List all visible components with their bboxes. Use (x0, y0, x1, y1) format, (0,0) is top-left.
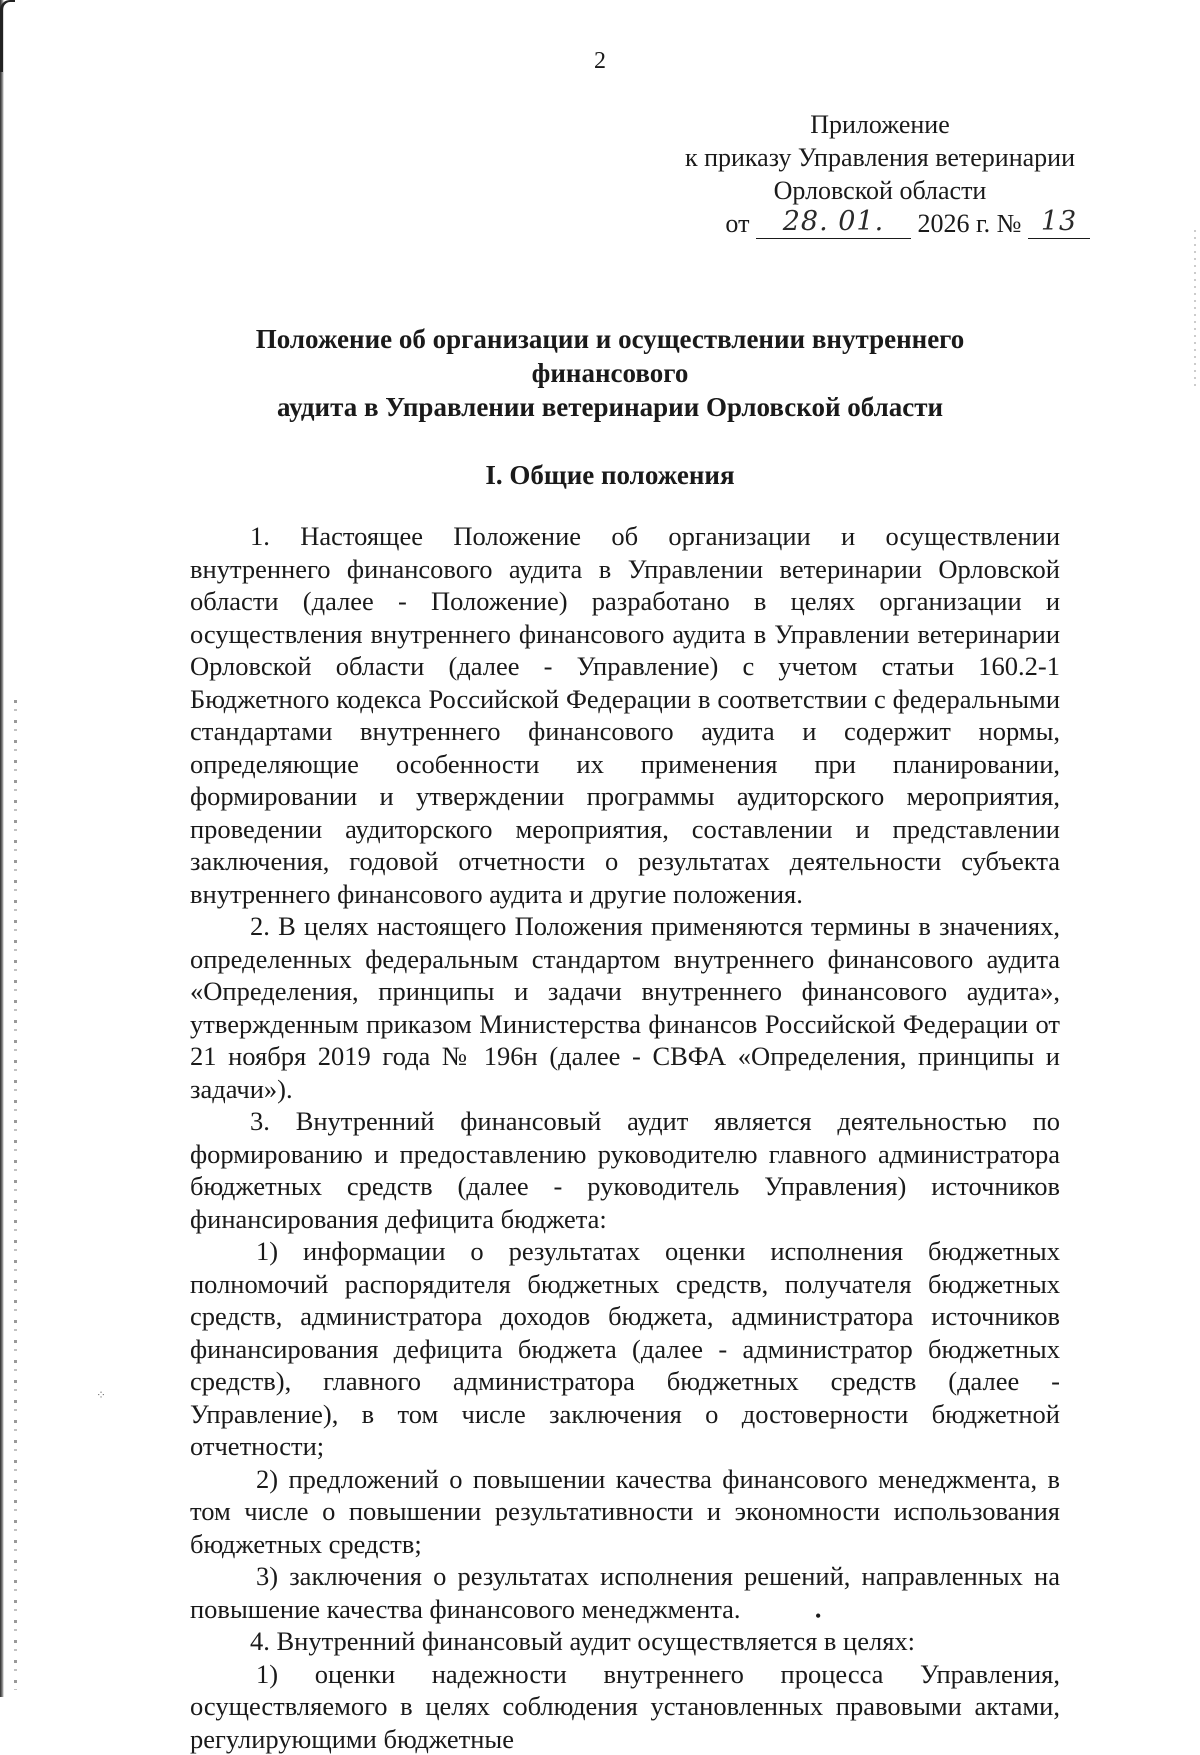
appendix-date-line (660, 207, 1100, 241)
body-text (190, 520, 1060, 1755)
paragraph-3-item-3: 3) заключения о результатах исполнения решений, направленных на повышение качества финансового менеджмента. (190, 1560, 1060, 1625)
year-text: 2026 г. № (917, 209, 1021, 238)
scan-edge (0, 0, 4, 1697)
date-prefix: от (725, 209, 749, 238)
scan-dot-mark: • (815, 1606, 821, 1627)
title-line-1: Положение об организации и осуществлении внутреннего финансового (190, 322, 1030, 390)
paragraph-4: 4. Внутренний финансовый аудит осуществляется в целях: (190, 1625, 1060, 1658)
scan-speckle-left (14, 700, 17, 1690)
scan-speckle-right (1194, 230, 1196, 390)
scan-stray-mark: ⁘ (96, 1388, 106, 1403)
title-line-2: аудита в Управлении ветеринарии Орловской области (190, 390, 1030, 424)
document-title (190, 322, 1030, 424)
appendix-line-1: Приложение (660, 108, 1100, 141)
paragraph-2: 2. В целях настоящего Положения применяются термины в значениях, определенных федеральным стандартом внутреннего финансового аудита «Определения, принципы и задачи внутреннего финансового аудита», утвержденным приказом Министерства финансов Российской Федерации от 21 ноября 2019 года № 196н (далее - СВФА «Определения, принципы и задачи»). (190, 910, 1060, 1105)
appendix-line-3: Орловской области (660, 174, 1100, 207)
paragraph-3-item-1: 1) информации о результатах оценки исполнения бюджетных полномочий распорядителя бюджетных средств, получателя бюджетных средств, администратора доходов бюджета, администратора источников финансирования дефицита бюджета (далее - администратор бюджетных средств), главного администратора бюджетных средств (далее - Управление), в том числе заключения о достоверности бюджетной отчетности; (190, 1235, 1060, 1463)
appendix-block (660, 108, 1100, 241)
appendix-line-2: к приказу Управления ветеринарии (660, 141, 1100, 174)
paragraph-1: 1. Настоящее Положение об организации и осуществлении внутреннего финансового аудита в Управлении ветеринарии Орловской области (далее - Положение) разработано в целях организации и осуществления внутреннего финансового аудита в Управлении ветеринарии Орловской области (далее - Управление) с учетом статьи 160.2-1 Бюджетного кодекса Российской Федерации в соответствии с федеральными стандартами внутреннего финансового аудита и содержит нормы, определяющие особенности их применения при планировании, формировании и утверждении программы аудиторского мероприятия, проведении аудиторского мероприятия, составлении и представлении заключения, годовой отчетности о результатах деятельности субъекта внутреннего финансового аудита и другие положения. (190, 520, 1060, 910)
handwritten-number: 13 (1028, 205, 1090, 239)
section-heading: I. Общие положения (0, 460, 1200, 491)
paragraph-4-item-1: 1) оценки надежности внутреннего процесса Управления, осуществляемого в целях соблюдения установленных правовыми актами, регулирующими бюджетные (190, 1658, 1060, 1755)
handwritten-date: 28. 01. (756, 205, 911, 239)
paragraph-3: 3. Внутренний финансовый аудит является деятельностью по формированию и предоставлению руководителю главного администратора бюджетных средств (далее - руководитель Управления) источников финансирования дефицита бюджета: (190, 1105, 1060, 1235)
paragraph-3-item-2: 2) предложений о повышении качества финансового менеджмента, в том числе о повышении результативности и экономности использования бюджетных средств; (190, 1463, 1060, 1561)
page-number: 2 (0, 48, 1200, 75)
